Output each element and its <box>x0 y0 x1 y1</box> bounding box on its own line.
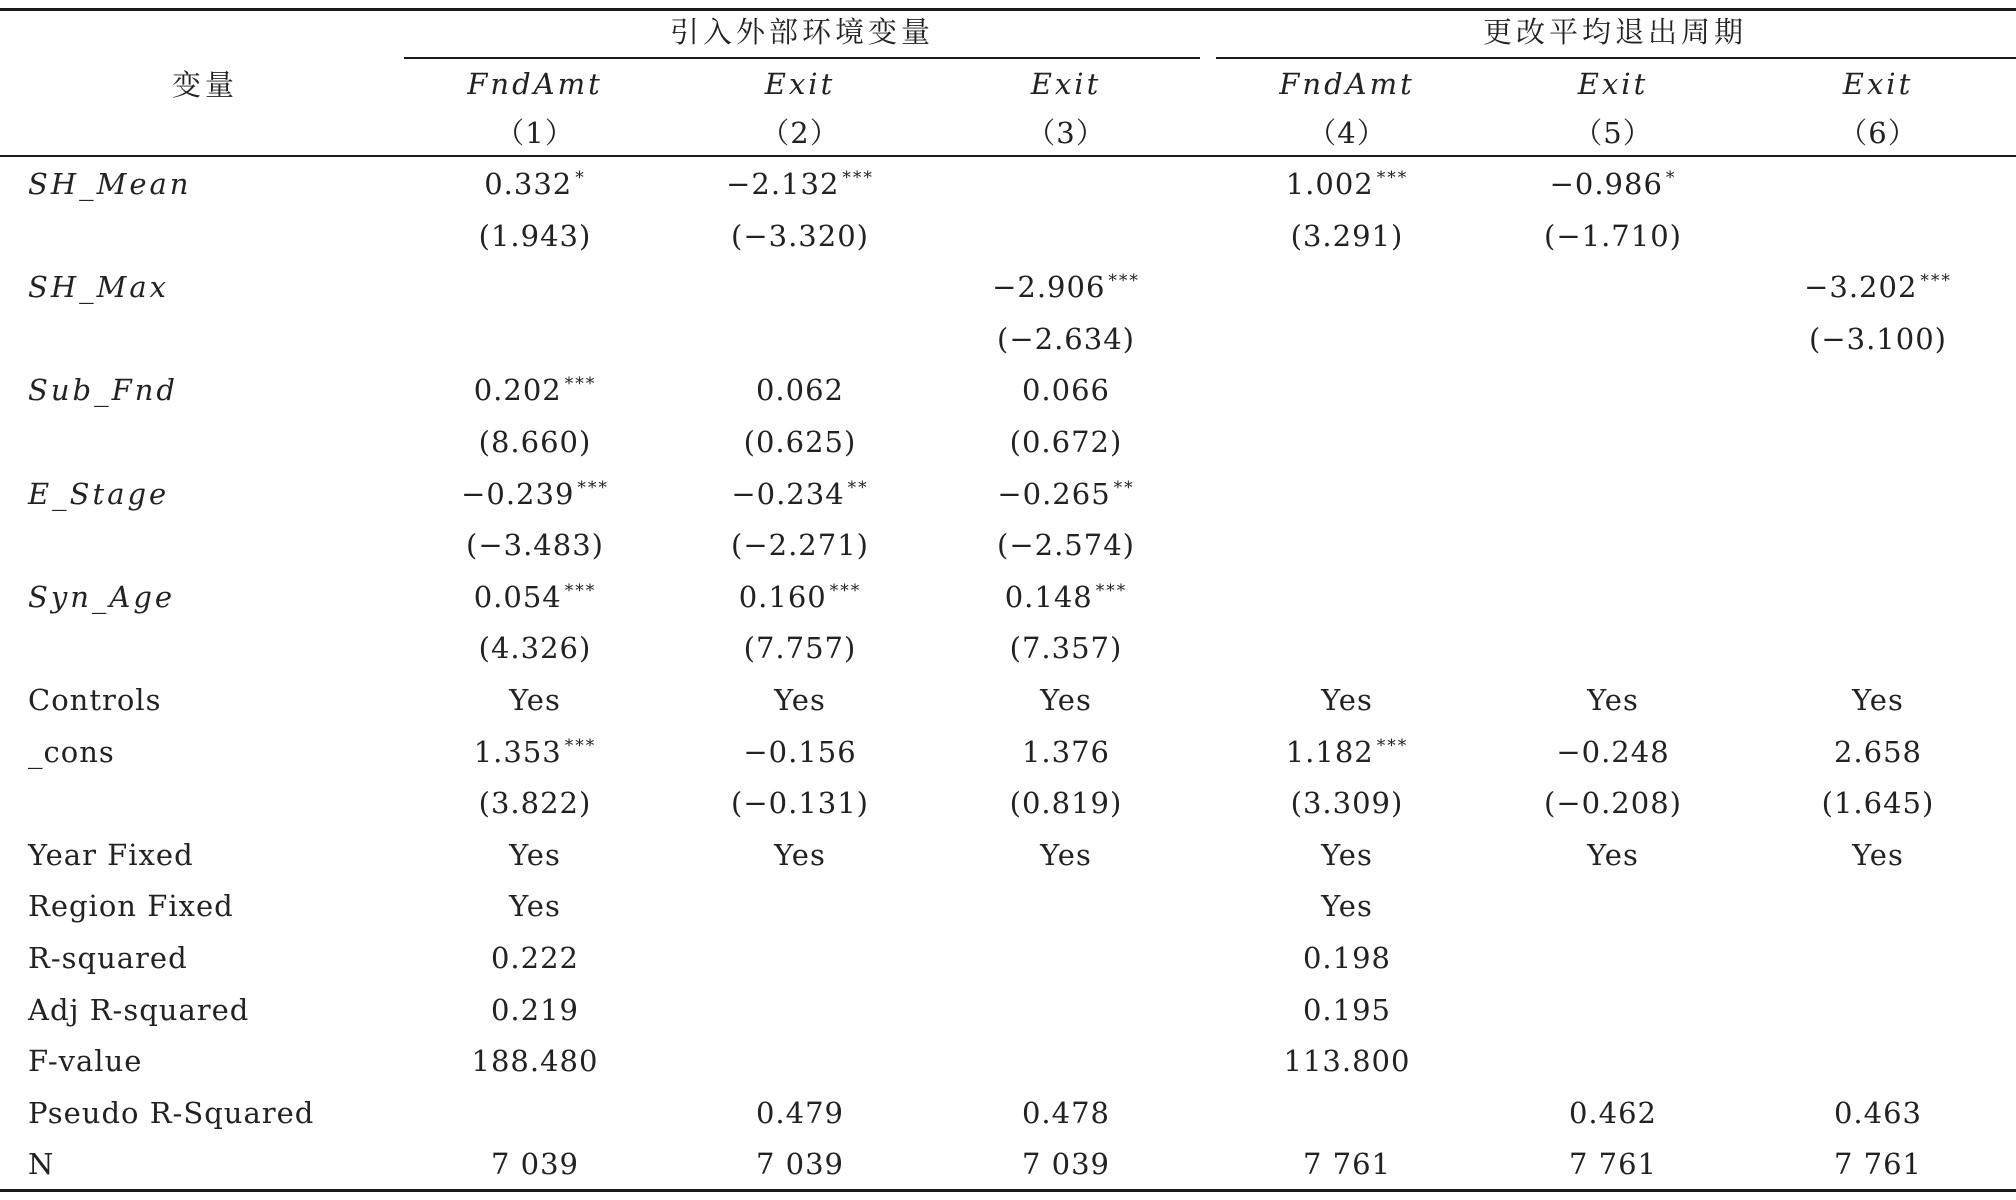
cell-value: Yes <box>1587 838 1639 872</box>
cell-value: Yes <box>1040 683 1092 717</box>
row-label: SH_Mean <box>28 167 192 201</box>
table-cell <box>1809 321 1947 357</box>
table-cell <box>1321 888 1373 924</box>
cell-value: (−2.574) <box>997 528 1135 562</box>
cell-value: −3.202 <box>1804 270 1918 304</box>
table-cell <box>1321 837 1373 873</box>
cell-value: 7 761 <box>1568 1147 1658 1181</box>
cell-value: (−3.320) <box>731 219 869 253</box>
table-cell <box>1569 1146 1657 1182</box>
row-label: _cons <box>28 735 115 769</box>
table-cell <box>1022 372 1110 408</box>
cell-value: (−3.100) <box>1809 322 1947 356</box>
cell-value: (4.326) <box>478 631 592 665</box>
significance-stars: *** <box>1920 271 1952 291</box>
cell-value: −2.906 <box>992 270 1106 304</box>
table-cell <box>744 424 857 460</box>
cell-value: 113.800 <box>1283 1044 1411 1078</box>
cell-value: 0.195 <box>1302 993 1392 1027</box>
cell-value: (3.822) <box>478 786 592 820</box>
cell-value: 7 761 <box>1833 1147 1923 1181</box>
table-cell <box>1291 785 1404 821</box>
cell-value: (1.943) <box>478 219 592 253</box>
significance-stars: *** <box>1108 271 1140 291</box>
table-cell <box>1569 1095 1657 1131</box>
table-cell <box>1852 682 1904 718</box>
group2-header: 更改平均退出周期 <box>1482 15 1748 49</box>
table-cell <box>1587 837 1639 873</box>
row-label: E_Stage <box>28 477 170 511</box>
cell-value: 0.479 <box>755 1096 845 1130</box>
cell-value: 0.054 <box>473 580 562 614</box>
cell-value: 2.658 <box>1833 735 1923 769</box>
cell-value: Yes <box>1321 838 1373 872</box>
cell-value: −0.986 <box>1549 167 1663 201</box>
table-cell <box>731 218 869 254</box>
table-cell <box>1556 734 1669 770</box>
table-cell <box>774 682 826 718</box>
col6-dependent: Exit <box>1842 67 1914 101</box>
col3-number: （3） <box>1026 116 1106 150</box>
cell-value: Yes <box>1852 683 1904 717</box>
table-cell <box>479 785 592 821</box>
cell-value: (0.672) <box>1009 425 1123 459</box>
table-cell <box>1303 1146 1391 1182</box>
table-cell <box>1550 166 1677 202</box>
cell-value: 0.463 <box>1833 1096 1923 1130</box>
row-label: Syn_Age <box>28 580 176 614</box>
table-cell <box>1040 682 1092 718</box>
cell-value: 0.160 <box>738 580 827 614</box>
table-cell <box>1804 269 1952 305</box>
cell-value: 0.148 <box>1004 580 1093 614</box>
row-label: Controls <box>28 683 162 717</box>
table-cell <box>1291 218 1404 254</box>
cell-value: Yes <box>774 683 826 717</box>
cell-value: −2.132 <box>726 167 840 201</box>
table-cell <box>731 785 869 821</box>
cell-value: (−0.131) <box>731 786 869 820</box>
table-cell <box>1544 785 1682 821</box>
cell-value: (−2.634) <box>997 322 1135 356</box>
cell-value: −0.156 <box>743 735 857 769</box>
cell-value: (7.757) <box>743 631 857 665</box>
cell-value: Yes <box>1852 838 1904 872</box>
significance-stars: *** <box>1376 168 1409 188</box>
significance-stars: * <box>1665 168 1677 188</box>
table-cell <box>997 321 1135 357</box>
table-cell <box>756 372 844 408</box>
cell-value: (0.819) <box>1009 786 1123 820</box>
cell-value: Yes <box>509 838 561 872</box>
cell-value: Yes <box>1587 683 1639 717</box>
table-cell <box>1286 166 1409 202</box>
table-cell <box>743 734 856 770</box>
table-cell <box>1010 424 1123 460</box>
table-cell <box>474 734 597 770</box>
table-cell <box>509 837 561 873</box>
table-cell <box>744 630 857 666</box>
table-cell <box>466 527 604 563</box>
cell-value: 1.376 <box>1021 735 1111 769</box>
cell-value: −0.265 <box>997 477 1111 511</box>
table-cell <box>726 166 874 202</box>
variable-header: 变量 <box>171 68 239 102</box>
table-cell <box>484 166 586 202</box>
col3-dependent: Exit <box>1030 67 1102 101</box>
significance-stars: *** <box>564 374 597 394</box>
col4-dependent: FndAmt <box>1279 67 1415 101</box>
table-cell <box>1587 682 1639 718</box>
table-cell <box>1544 218 1682 254</box>
table-cell <box>756 1146 844 1182</box>
table-cell <box>1022 1146 1110 1182</box>
table-cell <box>992 269 1140 305</box>
cell-value: 0.062 <box>755 373 845 407</box>
table-cell <box>461 476 609 512</box>
significance-stars: *** <box>842 168 874 188</box>
cell-value: 0.066 <box>1021 373 1111 407</box>
table-cell <box>1822 785 1935 821</box>
cell-value: 1.182 <box>1285 735 1374 769</box>
table-cell <box>1321 682 1373 718</box>
col1-number: （1） <box>495 116 575 150</box>
significance-stars: *** <box>829 581 862 601</box>
table-cell <box>1303 940 1391 976</box>
top-rule <box>0 8 2016 11</box>
col6-number: （6） <box>1838 116 1918 150</box>
cell-value: 0.198 <box>1302 941 1392 975</box>
table-cell <box>756 1095 844 1131</box>
table-cell <box>491 940 579 976</box>
cell-value: −0.248 <box>1556 735 1670 769</box>
cell-value: (7.357) <box>1009 631 1123 665</box>
significance-stars: *** <box>564 581 597 601</box>
table-cell <box>1010 630 1123 666</box>
row-label: Pseudo R-Squared <box>28 1096 315 1130</box>
significance-stars: ** <box>847 478 869 498</box>
cell-value: Yes <box>774 838 826 872</box>
cell-value: (3.291) <box>1290 219 1404 253</box>
cell-value: 0.202 <box>473 373 562 407</box>
cell-value: 1.002 <box>1285 167 1374 201</box>
table-cell <box>1303 992 1391 1028</box>
group1-underline <box>404 57 1200 59</box>
cell-value: (−1.710) <box>1544 219 1682 253</box>
cell-value: (−3.483) <box>466 528 604 562</box>
significance-stars: *** <box>1376 736 1409 756</box>
table-cell <box>479 424 592 460</box>
cell-value: 188.480 <box>471 1044 599 1078</box>
row-label: R-squared <box>28 941 188 975</box>
significance-stars: *** <box>564 736 597 756</box>
table-cell <box>1005 579 1128 615</box>
cell-value: Yes <box>1040 838 1092 872</box>
table-cell <box>491 1146 579 1182</box>
table-cell <box>997 527 1135 563</box>
row-label: N <box>28 1147 55 1181</box>
table-cell <box>509 888 561 924</box>
table-cell <box>479 630 592 666</box>
row-label: SH_Max <box>28 270 169 304</box>
cell-value: 0.222 <box>490 941 580 975</box>
col5-dependent: Exit <box>1577 67 1649 101</box>
cell-value: (−0.208) <box>1544 786 1682 820</box>
row-label: F-value <box>28 1044 143 1078</box>
cell-value: −0.234 <box>731 477 845 511</box>
cell-value: 1.353 <box>473 735 562 769</box>
col1-dependent: FndAmt <box>467 67 603 101</box>
cell-value: 0.332 <box>484 167 573 201</box>
row-label: Year Fixed <box>28 838 194 872</box>
table-cell <box>1834 1146 1922 1182</box>
table-cell <box>1834 734 1922 770</box>
table-cell <box>474 579 597 615</box>
table-cell <box>474 372 597 408</box>
significance-stars: * <box>575 168 586 188</box>
cell-value: 0.462 <box>1568 1096 1658 1130</box>
cell-value: 0.219 <box>490 993 580 1027</box>
col2-number: （2） <box>760 116 840 150</box>
cell-value: Yes <box>509 889 561 923</box>
table-cell <box>1040 837 1092 873</box>
significance-stars: *** <box>577 478 609 498</box>
bottom-rule <box>0 1189 2016 1192</box>
table-cell <box>509 682 561 718</box>
significance-stars: ** <box>1113 478 1135 498</box>
table-cell <box>1284 1043 1411 1079</box>
col4-number: （4） <box>1307 116 1387 150</box>
col2-dependent: Exit <box>764 67 836 101</box>
cell-value: Yes <box>1321 683 1373 717</box>
cell-value: (3.309) <box>1290 786 1404 820</box>
col5-number: （5） <box>1573 116 1653 150</box>
cell-value: 0.478 <box>1021 1096 1111 1130</box>
table-cell <box>1010 785 1123 821</box>
cell-value: 7 761 <box>1302 1147 1392 1181</box>
header-rule <box>0 155 2016 157</box>
table-cell <box>1286 734 1409 770</box>
table-cell <box>1022 734 1110 770</box>
cell-value: (0.625) <box>743 425 857 459</box>
row-label: Adj R-squared <box>28 993 250 1027</box>
table-cell <box>472 1043 599 1079</box>
cell-value: −0.239 <box>461 477 575 511</box>
table-cell <box>731 527 869 563</box>
cell-value: 7 039 <box>1021 1147 1111 1181</box>
cell-value: Yes <box>1321 889 1373 923</box>
cell-value: (1.645) <box>1821 786 1935 820</box>
table-cell <box>774 837 826 873</box>
cell-value: Yes <box>509 683 561 717</box>
table-cell <box>479 218 592 254</box>
row-label: Sub_Fnd <box>28 373 178 407</box>
table-cell <box>739 579 862 615</box>
table-cell <box>1022 1095 1110 1131</box>
table-cell <box>1834 1095 1922 1131</box>
significance-stars: *** <box>1095 581 1128 601</box>
table-cell <box>491 992 579 1028</box>
cell-value: (−2.271) <box>731 528 869 562</box>
cell-value: 7 039 <box>755 1147 845 1181</box>
table-cell <box>997 476 1134 512</box>
row-label: Region Fixed <box>28 889 234 923</box>
cell-value: (8.660) <box>478 425 592 459</box>
group1-header: 引入外部环境变量 <box>669 15 935 49</box>
group2-underline <box>1216 57 2016 59</box>
table-cell <box>731 476 868 512</box>
table-cell <box>1852 837 1904 873</box>
cell-value: 7 039 <box>490 1147 580 1181</box>
